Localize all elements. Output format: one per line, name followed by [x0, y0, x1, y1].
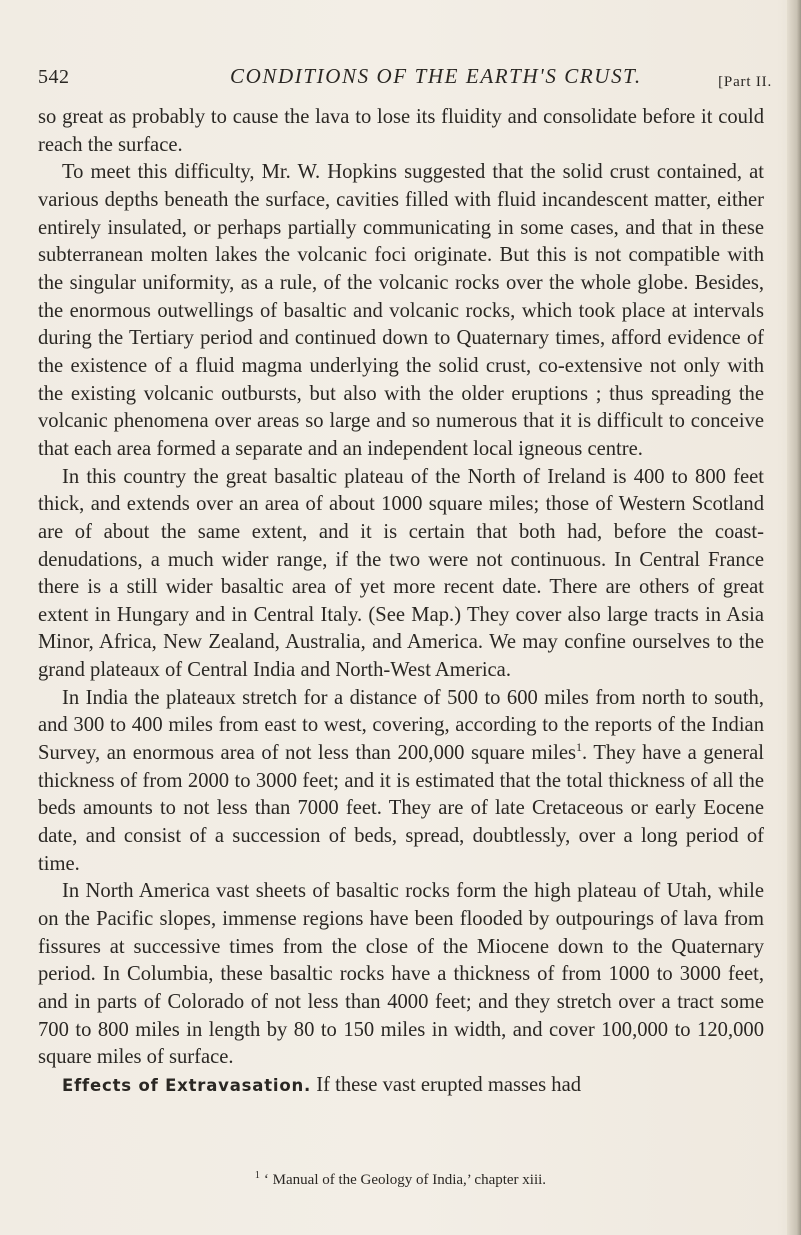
paragraph-ireland: In this country the great basaltic plateau of the North of Ireland is 400 to 800 feet thick, and extends over an area of about 1000 square miles; those of Western Scotland are of about the same extent, and it is certain that both had, before the coast-denudations, a much wider range, if the two were not continuous. In Central France there is a still wider basaltic area of yet more recent date. There are others of great extent in Hungary and in Central Italy. (See Map.) They cover also large tracts in Asia Minor, Africa, New Zealand, Australia, and America. We may confine ourselves to the grand plateaux of Central India and North-West America. — [38, 465, 764, 682]
part-label: [Part II. — [718, 74, 772, 90]
paragraph-extravasation-text: If these vast erupted masses had — [311, 1073, 582, 1096]
section-heading: Effects of Extravasation. — [62, 1075, 312, 1095]
footnote-text: ‘ Manual of the Geology of India,’ chapter xiii. — [263, 1172, 547, 1188]
paragraph-india — [38, 685, 764, 879]
paragraph-hopkins: To meet this difficulty, Mr. W. Hopkins suggested that the solid crust contained, at various depths beneath the surface, cavities filled with fluid incandescent matter, either entirely insulated, or perhaps partially communicating in some cases, and that in these subterranean molten lakes the volcanic foci originate. But this is not compatible with the singular uniformity, as a rule, of the volcanic rocks over the whole globe. Besides, the enormous outwellings of basaltic and volcanic rocks, which took place at intervals during the Tertiary period and continued down to Quaternary times, afford evidence of the existence of a fluid magma underlying the solid crust, co-extensive not only with the existing volcanic outbursts, but also with the older eruptions ; thus spreading the volcanic phenomena over areas so large and so numerous that it is difficult to conceive that each area formed a separate and an independent local igneous centre. — [38, 161, 764, 460]
body-text — [38, 104, 764, 1100]
page-number: 542 — [38, 66, 70, 88]
page-header — [38, 62, 778, 96]
paragraph-extravasation — [38, 1072, 764, 1100]
footnote-reference: 1 — [575, 740, 582, 755]
paragraph-india-text-b: . They have a general thickness of from 2000 to 3000 feet; and it is estimated that the total thickness of all the beds amounts to not less than 7000 feet. They are of late Cretaceous or early Eocene date, and consist of a succession of beds, spread, doubtlessly, over a long period of time. — [38, 742, 764, 875]
paragraph-continuation: so great as probably to cause the lava to lose its fluidity and consolidate before it could reach the surface. — [38, 106, 764, 156]
footnote — [0, 1172, 801, 1189]
paragraph-north-america: In North America vast sheets of basaltic rocks form the high plateau of Utah, while on the Pacific slopes, immense regions have been flooded by outpourings of lava from fissures at successive times from the close of the Miocene down to the Quaternary period. In Columbia, these basaltic rocks have a thickness of from 1000 to 3000 feet, and in parts of Colorado of not less than 4000 feet; and they stretch over a tract some 700 to 800 miles in length by 80 to 150 miles in width, and cover 100,000 to 120,000 square miles of surface. — [38, 880, 764, 1069]
footnote-number: 1 — [254, 1170, 260, 1181]
page-edge-shadow — [787, 0, 801, 1235]
running-title: CONDITIONS OF THE EARTH'S CRUST. — [230, 64, 642, 88]
paragraph-india-text-a: In India the plateaux stretch for a distance of 500 to 600 miles from north to south, and 300 to 400 miles from east to west, covering, according to the reports of the Indian Survey, an enormous area of not less than 200,000 square miles — [38, 686, 764, 765]
